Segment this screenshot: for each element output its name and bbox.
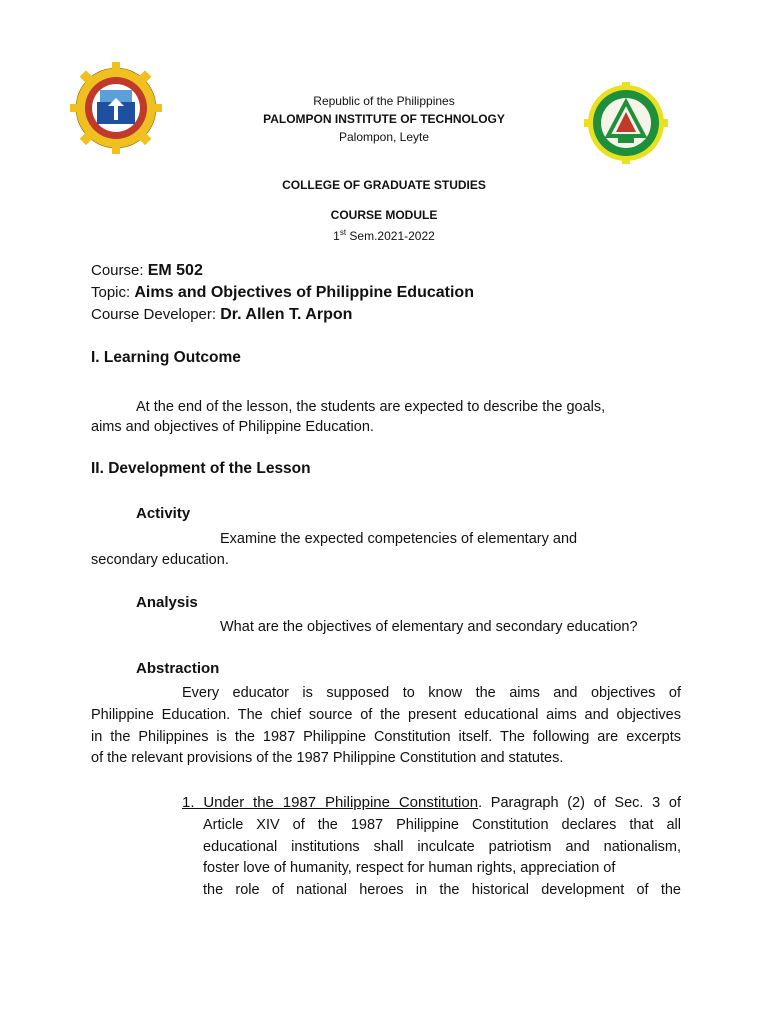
abstraction-line-3: in the Philippines is the 1987 Philippine Constitution itself. The following are excerpts: [91, 729, 681, 745]
developer-line: [91, 304, 352, 326]
learning-outcome-heading: I. Learning Outcome: [91, 349, 241, 366]
item1-line-4: foster love of humanity, respect for human rights, appreciation of: [203, 860, 616, 876]
institute-name: PALOMPON INSTITUTE OF TECHNOLOGY: [263, 112, 505, 126]
institute-location: Palompon, Leyte: [338, 130, 430, 144]
developer-value: Dr. Allen T. Arpon: [220, 306, 353, 323]
item1-first-line: [182, 792, 681, 814]
module-title: COURSE MODULE: [330, 208, 438, 222]
topic-value: Aims and Objectives of Philippine Education: [134, 284, 474, 301]
activity-line-1: Examine the expected competencies of elementary and: [220, 531, 578, 547]
item1-line-2: Article XIV of the 1987 Philippine Constitution declares that all: [203, 817, 681, 833]
abstraction-heading: Abstraction: [136, 660, 220, 677]
semester-line: [0, 224, 768, 245]
abstraction-line-2: Philippine Education. The chief source of the present educational aims and objectives: [91, 707, 681, 723]
analysis-heading: Analysis: [136, 594, 198, 611]
abstraction-line-4: of the relevant provisions of the 1987 Philippine Constitution and statutes.: [91, 750, 564, 766]
course-label: Course:: [91, 262, 144, 279]
abstraction-line-1: Every educator is supposed to know the aims and objectives of: [182, 685, 681, 701]
republic-line: Republic of the Philippines: [313, 94, 455, 108]
topic-label: Topic:: [91, 284, 131, 301]
course-value: EM 502: [147, 262, 203, 279]
semester-number: 1: [333, 229, 340, 243]
learning-outcome-line-2: aims and objectives of Philippine Education.: [91, 419, 374, 435]
developer-label: Course Developer:: [91, 306, 217, 323]
semester-suffix: st: [339, 228, 347, 237]
course-line: [91, 260, 203, 282]
development-heading: II. Development of the Lesson: [91, 460, 311, 477]
analysis-line-1: What are the objectives of elementary and secondary education?: [220, 619, 638, 635]
activity-heading: Activity: [136, 505, 191, 522]
topic-line: [91, 282, 474, 304]
college-name: COLLEGE OF GRADUATE STUDIES: [282, 178, 486, 192]
item1-first-rest: . Paragraph (2) of Sec. 3 of: [478, 795, 682, 811]
learning-outcome-line-1: At the end of the lesson, the students are expected to describe the goals,: [136, 399, 606, 415]
item1-line-5: the role of national heroes in the historical development of the: [203, 882, 681, 898]
semester-rest: Sem.2021-2022: [346, 229, 435, 243]
activity-line-2: secondary education.: [91, 552, 229, 568]
item1-title: 1. Under the 1987 Philippine Constitution: [182, 794, 479, 811]
item1-line-3: educational institutions shall inculcate patriotism and nationalism,: [203, 839, 681, 855]
